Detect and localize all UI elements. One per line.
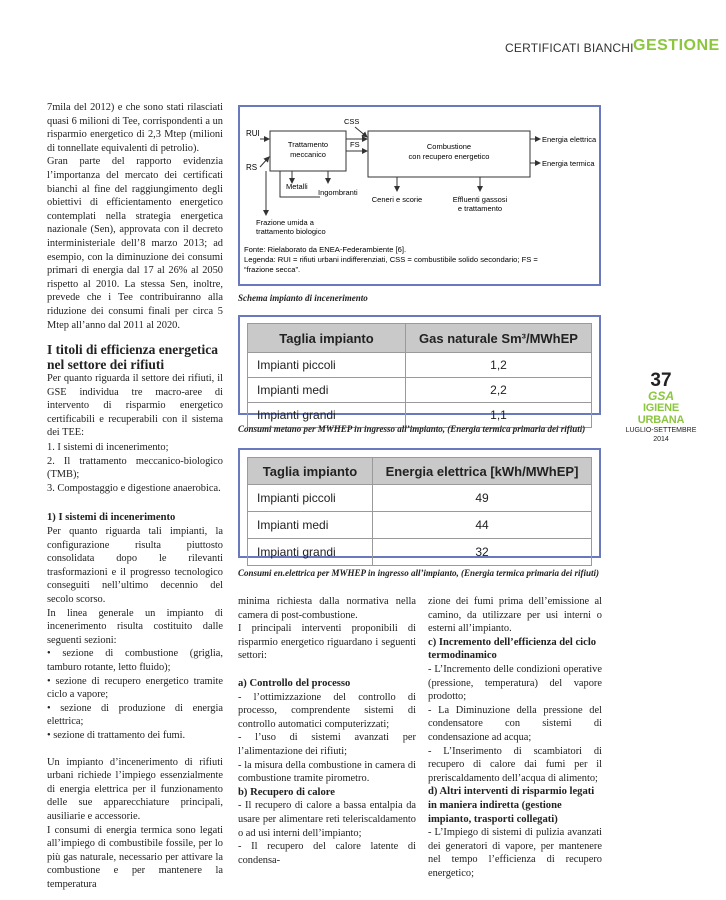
section-title: CERTIFICATI BIANCHI: [505, 41, 634, 55]
table-cell: Impianti grandi: [248, 539, 373, 566]
figure-legend-line-2: “frazione secca”.: [244, 265, 301, 274]
column-3: [428, 595, 602, 880]
list-item: • sezione di recupero energetico tramite ciclo a vapore;: [47, 675, 223, 702]
table-cell: 1,2: [406, 353, 592, 378]
table-cell: 1,1: [406, 403, 592, 428]
frazione-label-2: trattamento biologico: [256, 227, 326, 236]
paragraph: zione dei fumi prima dell’emissione al camino, da utilizzare per usi interni o esterni all’impianto.: [428, 596, 602, 635]
energia-elettrica-label: Energia elettrica: [542, 135, 597, 144]
gsa-logo: GSA: [647, 389, 674, 403]
rs-label: RS: [246, 163, 258, 172]
table-cell: 2,2: [406, 378, 592, 403]
subsection-heading: c) Incremento dell’efficienza del ciclo termodinamico: [428, 636, 597, 662]
magazine-section: GESTIONE: [633, 37, 720, 54]
effluenti-label-1: Effluenti gassosi: [452, 195, 508, 204]
paragraph: Un impianto d’incenerimento di rifiuti urbani richiede l’impiego essenzialmente di energia elettrica per il funzionamento delle sue apparecchiature principali, ausiliarie e accessorie.: [47, 756, 223, 822]
paragraph: minima richiesta dalla normativa nella camera di post-combustione.: [238, 596, 416, 621]
effluenti-label-2: e trattamento: [457, 204, 503, 213]
table-row: [248, 512, 592, 539]
metalli-label: Metalli: [286, 182, 308, 191]
paragraph: 7mila del 2012) e che sono stati rilasciati quasi 6 milioni di Tee, corrispondenti a un risparmio energetico di 2,3 Mtep (milioni di tonnellate equivalenti di petrolio).: [47, 102, 223, 154]
figure-source: Fonte: Rielaborato da ENEA-Federambiente [6].: [244, 245, 407, 254]
list-item: • sezione di trattamento dei fumi.: [47, 729, 223, 743]
table-caption: Consumi en.elettrica per MWHEP in ingresso all’impianto, (Energia termica primaria dei rifiuti): [238, 568, 599, 578]
list-item: 1. I sistemi di incenerimento;: [47, 442, 169, 454]
list-item: - L’Incremento delle condizioni operative (pressione, temperatura) del vapore prodotto;: [428, 663, 602, 703]
column-1: [47, 101, 223, 891]
table-row: [248, 353, 592, 378]
list-item: - L’Impiego di sistemi di pulizia avanzati dei generatori di vapore, per mantenere nel tempo l’efficienza di recupero energetico;: [428, 827, 602, 879]
column-header: Taglia impianto: [248, 458, 373, 485]
table-caption: Consumi metano per MWHEP in ingresso all’impianto, (Energia termica primaria dei rifiuti): [238, 424, 586, 434]
paragraph: I principali interventi proponibili di risparmio energetico riguardano i seguenti settori:: [238, 623, 416, 662]
table-row: [248, 378, 592, 403]
table-cell: 44: [373, 512, 592, 539]
list-item: 2. Il trattamento meccanico-biologico (TMB);: [47, 455, 223, 481]
table-cell: Impianti medi: [248, 378, 406, 403]
table-cell: Impianti piccoli: [248, 353, 406, 378]
table-cell: 49: [373, 485, 592, 512]
paragraph: Gran parte del rapporto evidenzia l’importanza del mercato dei certificati bianchi al fine del raggiungimento degli obiettivi di efficientamento energetico contemplati nella strategia energetica nazionale (Sen), approvata con il decreto interministeriale dell’8 marzo 2013; ad esempio, con la diminuzione dei consumi primari di energia dal 17 al 26% al 2050 rispetto al 2010. La stessa Sen, inoltre, prevede che i Tee contribuiranno alla riduzione dei consumi finali per circa 5 Mtep all’anno dal 2011 al 2020.: [47, 156, 223, 331]
list-item: - L’Inserimento di scambiatori di recupero di calore dai fumi per il preriscaldamento dell’acqua di alimento;: [428, 745, 602, 784]
frazione-label-1: Frazione umida a: [256, 218, 314, 227]
list-item: - Il recupero del calore latente di condensa-: [238, 841, 416, 866]
page-number: 37: [650, 370, 672, 391]
subsection-heading: b) Recupero di calore: [238, 786, 335, 798]
list-item: - l’ottimizzazione del controllo di processo, comprendente sistemi di controllo automatici computerizzati;: [238, 691, 416, 730]
incineration-scheme-figure: [238, 105, 601, 286]
paragraph: I consumi di energia termica sono legati all’impiego di combustibile fossile, per lo più gas naturale, necessario per attivare la combustione e per mantenere la temperatura: [47, 824, 223, 890]
table-header-row: [248, 324, 592, 353]
trattamento-label-1: Trattamento: [287, 140, 329, 149]
column-header: Energia elettrica [kWh/MWhEP]: [373, 458, 592, 485]
combustione-label-1: Combustione: [426, 142, 472, 151]
table-cell: Impianti piccoli: [248, 485, 373, 512]
fs-label: FS: [350, 140, 360, 149]
electricity-consumption-table: [238, 448, 601, 558]
column-header: Taglia impianto: [248, 324, 406, 353]
page-marker: [621, 371, 701, 444]
ingombranti-label: Ingombranti: [318, 188, 358, 197]
trattamento-label-2: meccanico: [290, 150, 326, 159]
figure-legend-line-1: Legenda: RUI = rifiuti urbani indifferenziati, CSS = combustibile solido secondario; FS =: [244, 255, 538, 264]
paragraph: Per quanto riguarda il settore dei rifiuti, il GSE individua tre macro-aree di intervento di risparmio energetico certificabili e recuperabili con il sistema dei TEE:: [47, 373, 223, 439]
magazine-title: IGIENE URBANA: [637, 402, 685, 426]
sections-list: [47, 647, 223, 742]
section-heading: I titoli di efficienza energetica nel settore dei rifiuti: [47, 342, 218, 373]
ceneri-label: Ceneri e scorie: [371, 195, 423, 204]
paragraph: Per quanto riguarda tali impianti, la configurazione risulta piuttosto consolidata dopo le rilevanti trasformazioni e il progresso tecnologico conseguiti nell’ultimo decennio del secolo scorso.: [47, 526, 223, 605]
energia-termica-label: Energia termica: [542, 159, 595, 168]
subsection-heading: 1) I sistemi di incenerimento: [47, 512, 176, 524]
list-item: - la misura della combustione in camera di combustione tramite pirometro.: [238, 759, 416, 785]
rui-label: RUI: [246, 129, 260, 138]
list-item: • sezione di combustione (griglia, tamburo rotante, letto fluido);: [47, 647, 223, 674]
table-header-row: [248, 458, 592, 485]
list-item: - l’uso di sistemi avanzati per l’alimentazione dei rifiuti;: [238, 732, 416, 757]
list-item: 3. Compostaggio e digestione anaerobica.: [47, 482, 221, 494]
list-item: - Il recupero di calore a bassa entalpia da usare per alimentare reti teleriscaldamento o ad usi interni dell’impianto;: [238, 800, 416, 839]
subsection-heading: a) Controllo del processo: [238, 677, 351, 689]
paragraph: In linea generale un impianto di incenerimento risulta costituito dalle seguenti sezioni:: [47, 607, 223, 646]
subsection-heading: d) Altri interventi di risparmio legati in maniera indiretta (gestione impianto, trasporti collegati): [428, 786, 595, 825]
table-row: [248, 539, 592, 566]
macro-areas-list: [47, 441, 223, 495]
table-cell: 32: [373, 539, 592, 566]
css-label: CSS: [344, 117, 360, 126]
table-cell: Impianti grandi: [248, 403, 406, 428]
list-item: • sezione di produzione di energia elettrica;: [47, 702, 223, 729]
figure-caption: Schema impianto di incenerimento: [238, 293, 368, 303]
process-diagram: [240, 107, 599, 284]
column-header: Gas naturale Sm³/MWhEP: [406, 324, 592, 353]
combustione-label-2: con recupero energetico: [408, 152, 490, 161]
issue-period: LUGLIO-SETTEMBRE 2014: [625, 427, 697, 443]
gas-consumption-table: [238, 315, 601, 422]
column-2: [238, 595, 416, 867]
table-cell: Impianti medi: [248, 512, 373, 539]
table-row: [248, 485, 592, 512]
list-item: - La Diminuzione della pressione del condensatore con sistemi di condensazione ad acqua;: [428, 704, 602, 743]
